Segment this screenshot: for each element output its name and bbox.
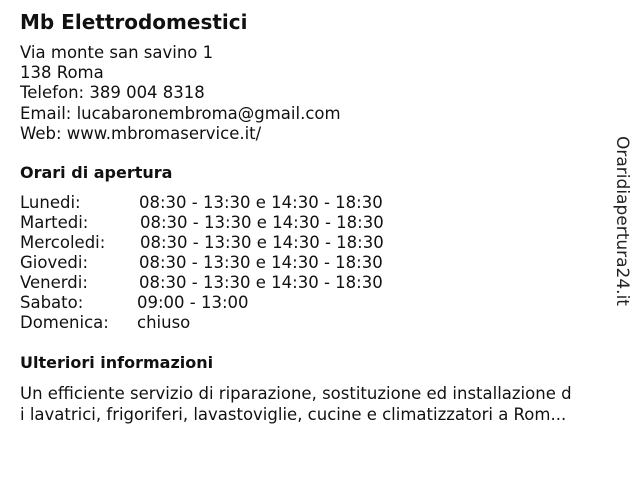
city-line: 138 Roma	[20, 63, 104, 83]
address-line: Via monte san savino 1	[20, 43, 214, 62]
site-watermark: Oraridiapertura24.it	[612, 136, 632, 306]
business-name: Mb Elettrodomestici	[20, 10, 248, 34]
web-line: Web: www.mbromaservice.it/	[20, 123, 262, 143]
day-label: Giovedi:	[20, 253, 88, 272]
description-line: Un efficiente servizio di riparazione, sostituzione ed installazione d	[20, 384, 572, 403]
day-label: Domenica:	[20, 313, 109, 332]
day-label: Martedi:	[20, 213, 89, 232]
more-info-title: Ulteriori informazioni	[20, 353, 214, 372]
time-value: 08:30 - 13:30 e 14:30 - 18:30	[140, 213, 384, 232]
more-info-description	[20, 383, 600, 425]
contact-block	[20, 43, 341, 144]
day-label: Venerdi:	[20, 273, 88, 292]
time-value: 08:30 - 13:30 e 14:30 - 18:30	[140, 233, 384, 252]
day-label: Lunedi:	[20, 193, 81, 212]
opening-hours-title: Orari di apertura	[20, 163, 173, 182]
time-value: 09:00 - 13:00	[137, 293, 249, 312]
time-value: 08:30 - 13:30 e 14:30 - 18:30	[139, 193, 383, 212]
phone-line: Telefon: 389 004 8318	[20, 83, 205, 103]
time-value: chiuso	[137, 313, 191, 332]
description-line: i lavatrici, frigoriferi, lavastoviglie, cucine e climatizzatori a Rom...	[20, 405, 567, 424]
time-value: 08:30 - 13:30 e 14:30 - 18:30	[139, 273, 383, 292]
day-label: Sabato:	[20, 293, 84, 312]
day-label: Mercoledi:	[20, 233, 106, 252]
email-line: Email: lucabaronembroma@gmail.com	[20, 103, 341, 123]
time-value: 08:30 - 13:30 e 14:30 - 18:30	[139, 253, 383, 272]
